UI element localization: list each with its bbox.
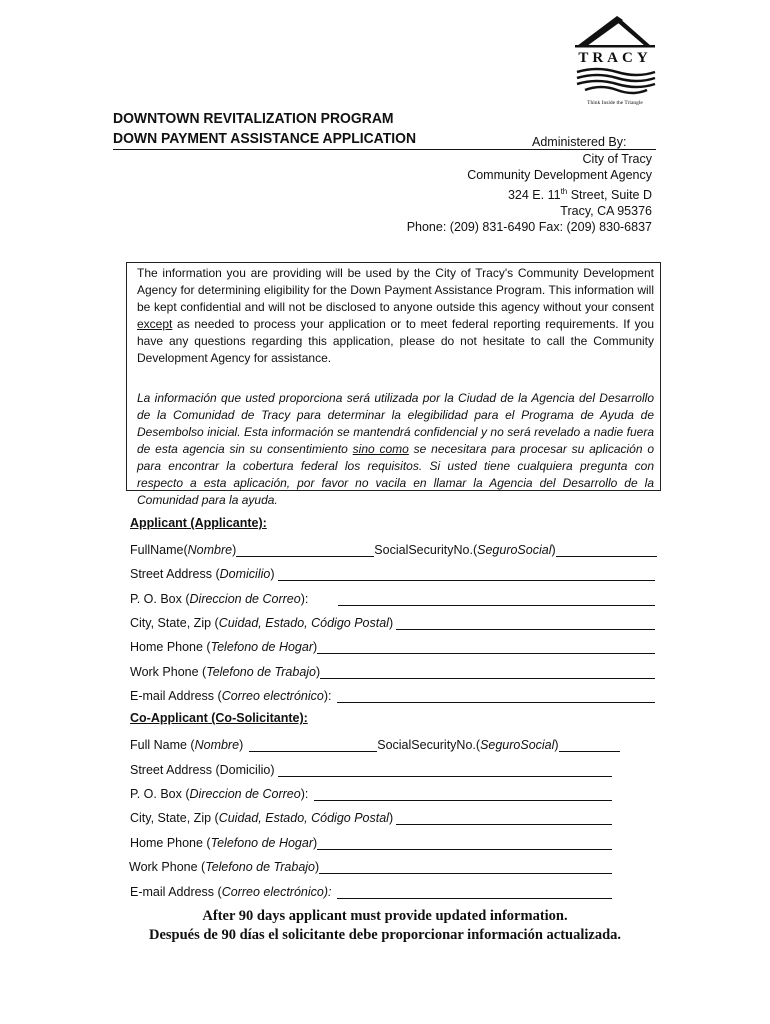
applicant-work-phone-label: Work Phone (Telefono de Trabajo) <box>130 665 321 679</box>
street-suffix: th <box>560 186 568 196</box>
coapplicant-name-ssn-row <box>130 734 620 752</box>
coapplicant-email-row <box>130 881 612 899</box>
coapplicant-fullname-label: Full Name (Nombre) <box>130 738 244 752</box>
coapplicant-work-phone-row <box>129 856 612 874</box>
title-underline <box>113 149 533 150</box>
agency-city-state-zip: Tracy, CA 95376 <box>560 204 652 219</box>
coapplicant-street-label: Street Address (Domicilio) <box>130 763 275 777</box>
administered-by-label: Administered By: <box>532 135 656 150</box>
applicant-street-field[interactable] <box>278 567 656 581</box>
applicant-street-label: Street Address (Domicilio) <box>130 567 275 581</box>
notice-en-emphasis: except <box>137 317 173 331</box>
street-name: Street, Suite D <box>567 187 652 202</box>
privacy-notice-spanish <box>137 390 654 509</box>
notice-es-emphasis: sino como <box>352 442 409 456</box>
coapplicant-pobox-row <box>130 783 612 801</box>
coapplicant-fullname-field[interactable] <box>249 738 377 752</box>
agency-city: City of Tracy <box>582 152 652 166</box>
footer-notice-spanish: Después de 90 días el solicitante debe proporcionar información actualizada. <box>148 927 622 943</box>
applicant-work-phone-row <box>130 661 655 679</box>
coapplicant-email-label: E-mail Address (Correo electrónico): <box>130 885 332 899</box>
logo-tagline: Think Inside the Triangle <box>587 100 643 106</box>
coapplicant-city-field[interactable] <box>396 811 612 825</box>
notice-en-text: The information you are providing will be used by the City of Tracy's Community Development Agency for determining eligibility for the Down Payment Assistance Program. This information will be kept confidential and will not be disclosed to anyone outside this agency without your consent <box>137 266 654 314</box>
coapplicant-pobox-field[interactable] <box>314 787 612 801</box>
program-title: DOWNTOWN REVITALIZATION PROGRAM <box>113 110 394 127</box>
coapplicant-home-phone-row <box>130 832 612 850</box>
coapplicant-email-field[interactable] <box>337 885 612 899</box>
application-title: DOWN PAYMENT ASSISTANCE APPLICATION <box>113 130 417 147</box>
agency-street <box>380 184 652 203</box>
applicant-heading: Applicant (Applicante): <box>130 516 267 530</box>
privacy-notice-english <box>137 265 654 367</box>
coapplicant-ssn-label: SocialSecurityNo.(SeguroSocial) <box>377 738 559 752</box>
applicant-fullname-label: FullName(Nombre) <box>130 543 237 557</box>
applicant-ssn-label: SocialSecurityNo.(SeguroSocial) <box>374 543 556 557</box>
agency-phone-fax: Phone: (209) 831-6490 Fax: (209) 830-6837 <box>406 220 652 235</box>
applicant-city-row <box>130 612 655 630</box>
applicant-home-phone-field[interactable] <box>317 640 655 654</box>
notice-es-text: La información que usted proporciona será utilizada por la Ciudad de la Agencia del Desarrollo de la Comunidad de Tracy para determinar la elegibilidad para el Programa de Ayuda de Desembolso inicial. Esta información se mantendrá confidencial y no será revelado a nadie fuera de esta agencia sin su consentimiento <box>137 391 654 456</box>
coapplicant-street-row <box>130 759 612 777</box>
notice-en-text-end: as needed to process your application or to meet federal reporting requirements. If you have any questions regarding this application, please do not hesitate to call the Community Development Agency for assistance. <box>137 317 654 365</box>
coapplicant-city-row <box>130 807 612 825</box>
logo-wordmark: TRACY <box>578 50 652 66</box>
coapplicant-work-phone-field[interactable] <box>319 860 612 874</box>
applicant-fullname-field[interactable] <box>236 543 374 557</box>
applicant-city-label: City, State, Zip (Cuidad, Estado, Código Postal) <box>130 616 394 630</box>
applicant-pobox-label: P. O. Box (Direccion de Correo): <box>130 592 309 606</box>
applicant-pobox-field[interactable] <box>338 592 655 606</box>
applicant-email-field[interactable] <box>337 689 655 703</box>
city-of-tracy-logo <box>565 14 665 110</box>
coapplicant-street-field[interactable] <box>278 763 613 777</box>
applicant-street-row <box>130 563 655 581</box>
agency-address <box>380 151 652 236</box>
notice-es-text-end: se necesitara para procesar su aplicación o para encontrar la cobertura federal los requisitos. Si usted tiene cualquiera pregunta con respecto a esta aplicación, por favor no vacila en llamar la Agencia del Desarrollo de la Comunidad para la ayuda. <box>137 442 654 507</box>
applicant-home-phone-row <box>130 636 655 654</box>
coapplicant-work-phone-label: Work Phone (Telefono de Trabajo) <box>129 860 320 874</box>
applicant-name-ssn-row <box>130 539 657 557</box>
applicant-city-field[interactable] <box>396 616 655 630</box>
coapplicant-ssn-field[interactable] <box>559 738 620 752</box>
privacy-notice-box <box>126 262 661 507</box>
coapplicant-pobox-label: P. O. Box (Direccion de Correo): <box>130 787 309 801</box>
coapplicant-home-phone-label: Home Phone (Telefono de Hogar) <box>130 836 318 850</box>
applicant-work-phone-field[interactable] <box>320 665 655 679</box>
coapplicant-heading: Co-Applicant (Co-Solicitante): <box>130 711 308 725</box>
coapplicant-city-label: City, State, Zip (Cuidad, Estado, Código Postal) <box>130 811 394 825</box>
applicant-ssn-field[interactable] <box>556 543 657 557</box>
street-number: 324 E. 11 <box>507 187 561 202</box>
applicant-home-phone-label: Home Phone (Telefono de Hogar) <box>130 640 318 654</box>
applicant-email-label: E-mail Address (Correo electrónico): <box>130 689 332 703</box>
applicant-pobox-row <box>130 588 655 606</box>
footer-notice-english: After 90 days applicant must provide updated information. <box>202 908 568 924</box>
applicant-email-row <box>130 685 655 703</box>
coapplicant-home-phone-field[interactable] <box>317 836 612 850</box>
agency-name: Community Development Agency <box>467 168 652 183</box>
